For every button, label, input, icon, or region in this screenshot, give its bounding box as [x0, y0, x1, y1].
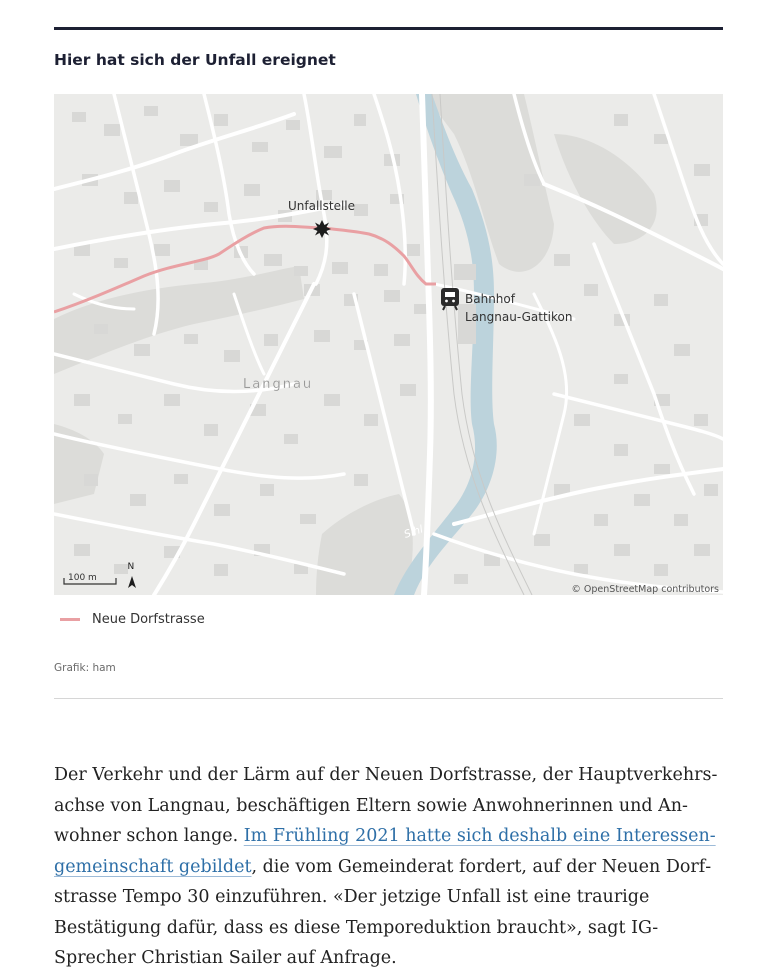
paragraph-text-end: , die vom Gemeinderat fordert, auf der Neuen Dorfstrasse Tempo 30 einzuführen. «Der jetzige Unfall ist eine traurige Bestätigung dafür, dass es diese Temporeduktion braucht», sagt IG-Sprecher Christian Sailer auf Anfrage. [54, 856, 712, 968]
map-attribution: © OpenStreetMap contributors [571, 584, 719, 595]
station-label-line1: Bahnhof [465, 292, 515, 306]
article-paragraph [54, 760, 723, 974]
town-label: Langnau [243, 377, 314, 392]
top-rule [54, 27, 723, 30]
legend-label: Neue Dorfstrasse [92, 612, 205, 627]
scale-label: 100 m [68, 573, 97, 583]
scale-bar [64, 573, 116, 584]
map-canvas [54, 94, 723, 595]
accident-label: Unfallstelle [288, 199, 356, 213]
map-title: Hier hat sich der Unfall ereignet [54, 51, 336, 69]
river-label: Sihl [402, 523, 425, 541]
ig-link[interactable]: Im Frühling 2021 hatte sich deshalb eine Interessengemeinschaft gebildet [54, 826, 716, 877]
graphic-credit: Grafik: ham [54, 662, 116, 674]
bottom-rule [54, 698, 723, 699]
north-arrow-icon [128, 576, 136, 588]
map[interactable] [54, 94, 723, 595]
train-station-icon[interactable] [441, 288, 459, 310]
paragraph-text-start: Der Verkehr und der Lärm auf der Neuen Dorfstrasse, der Hauptverkehrsachse von Langnau, beschäftigen Eltern sowie Anwohnerinnen und Anwohner schon lange. [54, 765, 718, 846]
north-label: N [127, 562, 135, 572]
article-body [54, 760, 723, 974]
station-label-line2: Langnau-Gattikon [465, 310, 573, 324]
map-legend [60, 612, 205, 627]
legend-route-swatch [60, 618, 80, 621]
